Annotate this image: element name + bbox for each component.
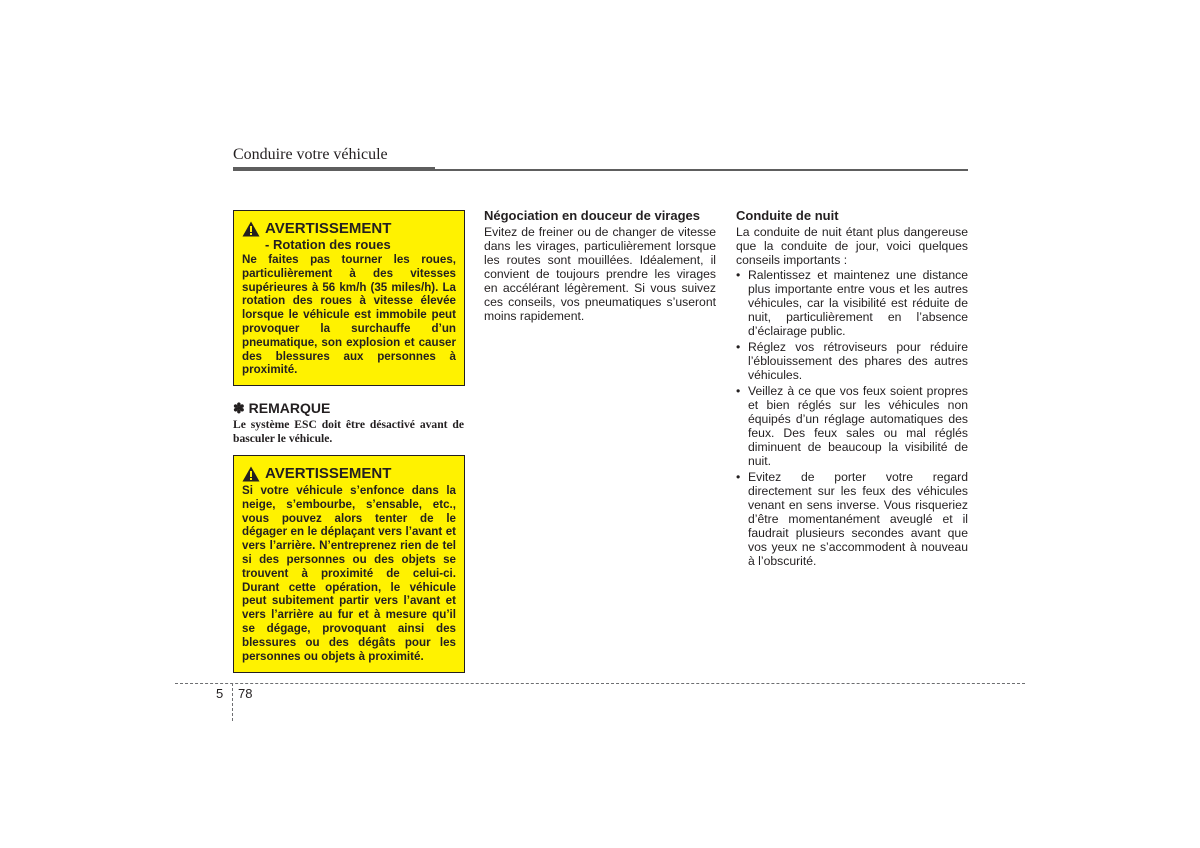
list-item: • Veillez à ce que vos feux soient propres et bien réglés sur les véhicules non équipés d’un réglage automatiques des feux. Des feux sales ou mal réglés diminuent de beaucoup la visibilité de nuit. xyxy=(736,384,968,468)
page-header-title: Conduire votre véhicule xyxy=(233,146,388,163)
list-item: • Réglez vos rétroviseurs pour réduire l’éblouissement des phares des autres véhicules. xyxy=(736,340,968,382)
section-night-driving xyxy=(736,208,968,570)
warning-triangle-icon xyxy=(242,466,260,482)
note-symbol-icon: ✽ xyxy=(233,400,245,416)
warning-box-wheel-spin xyxy=(233,210,465,386)
header-rule-thin xyxy=(435,169,968,171)
warning-triangle-icon xyxy=(242,221,260,237)
section-intro: La conduite de nuit étant plus dangereuse que la conduite de jour, voici quelques conseils importants : xyxy=(736,225,968,267)
bullet-icon: • xyxy=(736,384,741,398)
section-curves xyxy=(484,208,716,323)
warning-title: AVERTISSEMENT xyxy=(265,220,392,237)
warning-body: Si votre véhicule s’enfonce dans la neige, s’embourbe, s’ensable, etc., vous pouvez alors tenter de le dégager en le déplaçant vers l’avant et vers l’arrière. N’entreprenez rien de tel si des personnes ou des objets se trouvent à proximité de celui-ci. Durant cette opération, le véhicule peut subitement partir vers l’avant et vers l’arrière au fur et à mesure qu’il se dégage, provoquant ainsi des blessures ou des dégâts pour les personnes ou objets à proximité. xyxy=(242,484,456,663)
note-title: REMARQUE xyxy=(248,400,331,416)
list-item: • Ralentissez et maintenez une distance plus importante entre vous et les autres véhicules, car la visibilité est réduite de nuit, particulièrement en l’absence d’éclairage public. xyxy=(736,268,968,338)
footer-divider xyxy=(232,683,233,721)
chapter-number: 5 xyxy=(216,686,224,701)
bullet-icon: • xyxy=(736,340,741,354)
section-heading: Conduite de nuit xyxy=(736,208,839,223)
warning-heading xyxy=(242,220,456,237)
tips-list xyxy=(736,268,968,568)
bullet-icon: • xyxy=(736,268,741,282)
footer-rule xyxy=(175,683,1025,684)
warning-title: AVERTISSEMENT xyxy=(265,465,392,482)
warning-subtitle: - Rotation des roues xyxy=(265,237,391,252)
section-heading: Négociation en douceur de virages xyxy=(484,208,700,223)
list-item: • Evitez de porter votre regard directement sur les feux des véhicules venant en sens inverse. Vous risqueriez d’être momentanément aveuglé et il faudrait plusieurs secondes avant que vos yeux ne s’accommodent à nouveau à l’obscurité. xyxy=(736,470,968,568)
bullet-icon: • xyxy=(736,470,741,484)
warning-box-stuck-vehicle xyxy=(233,455,465,673)
note-body: Le système ESC doit être désactivé avant de basculer le véhicule. xyxy=(233,418,464,445)
header-rule-thick xyxy=(233,167,435,171)
warning-body: Ne faites pas tourner les roues, particulièrement à des vitesses supérieures à 56 km/h (35 miles/h). La rotation des roues à vitesse élevée lorsque le véhicule est immobile peut provoquer la surchauffe d’un pneumatique, son explosion et causer des blessures aux personnes à proximité. xyxy=(242,253,456,377)
section-paragraph: Evitez de freiner ou de changer de vitesse dans les virages, particulièrement lorsque les routes sont mouillées. Idéalement, il convient de toujours prendre les virages en accélérant légèrement. Si vous suivez ces conseils, vos pneumatiques s’useront moins rapidement. xyxy=(484,225,716,323)
warning-heading xyxy=(242,465,456,482)
note-heading xyxy=(233,400,330,416)
page-number: 78 xyxy=(238,686,253,701)
